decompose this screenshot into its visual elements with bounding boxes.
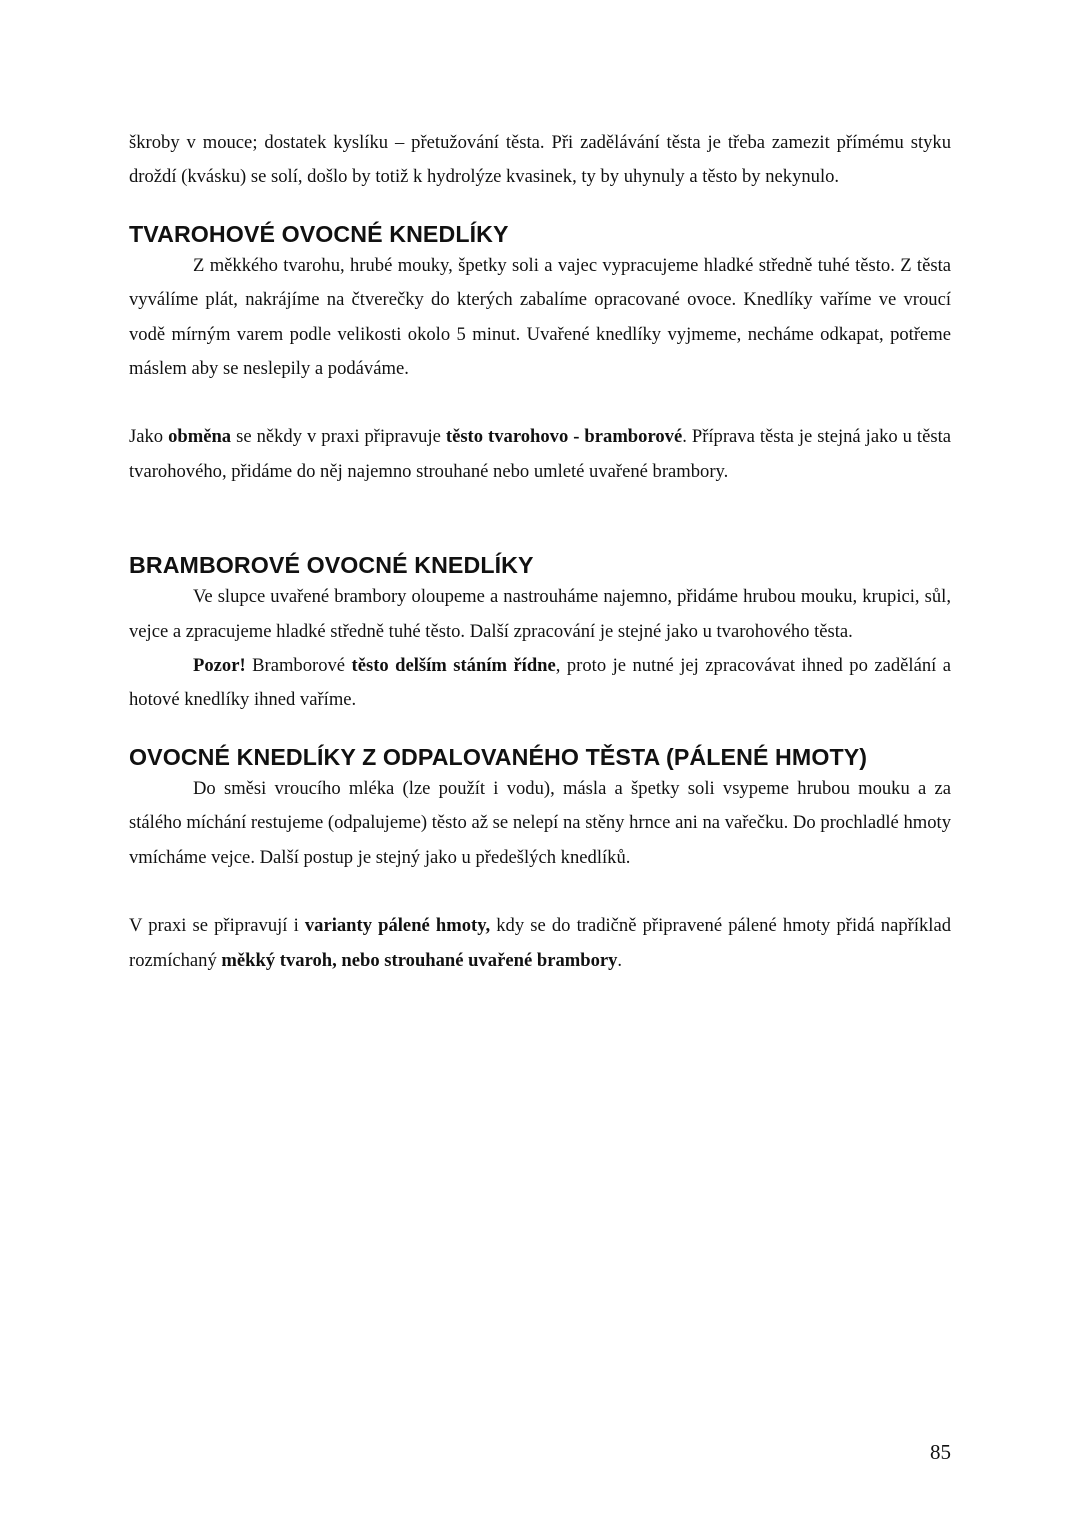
bold-term: měkký tvaroh, nebo strouhané uvařené brambory <box>221 949 618 971</box>
bold-term: těsto delším stáním řídne <box>351 655 556 677</box>
page-number: 85 <box>930 1440 951 1464</box>
spacer <box>129 718 951 742</box>
section-heading-bramborove: BRAMBOROVÉ OVOCNÉ KNEDLÍKY <box>129 552 534 579</box>
intro-paragraph: škroby v mouce; dostatek kyslíku – přetužování těsta. Při zadělávání těsta je třeba zamezit přímému styku droždí (kvásku) se solí, došlo by totiž k hydrolýze kvasinek, ty by uhynuly a těsto by nekynulo. <box>129 132 951 188</box>
spacer <box>129 386 951 420</box>
section1-paragraph: Z měkkého tvarohu, hrubé mouky, špetky soli a vajec vypracujeme hladké středně tuhé těsto. Z těsta vyválíme plát, nakrájíme na čtverečky do kterých zabalíme opracované ovoce. Knedlíky vaříme ve vroucí vodě mírným varem podle velikosti okolo 5 minut. Uvařené knedlíky vyjmeme, necháme odkapat, potřeme máslem aby se neslepily a podáváme. <box>129 254 951 380</box>
section1-variant-paragraph: Jako obměna se někdy v praxi připravuje těsto tvarohovo - bramborové. Příprava těsta je stejná jako u těsta tvarohového, přidáme do něj najemno strouhané nebo umleté uvařené brambory. <box>129 426 952 482</box>
section3-variant-paragraph: V praxi se připravují i varianty pálené hmoty, kdy se do tradičně připravené pálené hmoty přidá například rozmíchaný měkký tvaroh, nebo strouhané uvařené brambory. <box>129 915 952 971</box>
spacer <box>129 195 951 219</box>
warning-label: Pozor! <box>193 655 246 677</box>
bold-term: těsto tvarohovo - bramborové <box>445 426 683 448</box>
section-heading-tvarohove: TVAROHOVÉ OVOCNÉ KNEDLÍKY <box>129 220 509 247</box>
section2-warning-paragraph: Pozor! Bramborové těsto delším stáním řídne, proto je nutné jej zpracovávat ihned po zadělání a hotové knedlíky ihned vaříme. <box>129 655 951 711</box>
document-page <box>129 126 951 978</box>
bold-term: varianty pálené hmoty, <box>304 915 491 937</box>
spacer <box>129 875 951 909</box>
spacer <box>129 489 951 550</box>
section-heading-odpalovane: OVOCNÉ KNEDLÍKY Z ODPALOVANÉHO TĚSTA (PÁLENÉ HMOTY) <box>129 743 868 770</box>
section2-paragraph: Ve slupce uvařené brambory oloupeme a nastrouháme najemno, přidáme hrubou mouku, krupici, sůl, vejce a zpracujeme hladké středně tuhé těsto. Další zpracování je stejné jako u tvarohového těsta. <box>129 586 951 642</box>
bold-term: obměna <box>168 426 232 448</box>
section3-paragraph: Do směsi vroucího mléka (lze použít i vodu), másla a špetky soli vsypeme hrubou mouku a za stálého míchání restujeme (odpalujeme) těsto až se nelepí na stěny hrnce ani na vařečku. Do prochladlé hmoty vmícháme vejce. Další postup je stejný jako u předešlých knedlíků. <box>129 777 951 868</box>
